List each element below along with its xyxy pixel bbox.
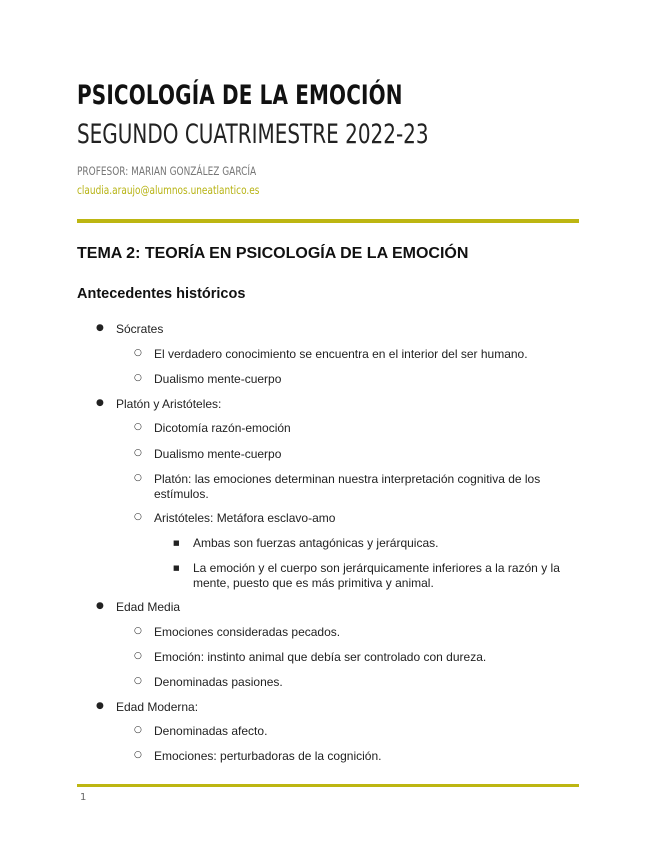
bullet-filled-circle-icon: ● — [96, 323, 104, 333]
list-item: La emoción y el cuerpo son jerárquicamente inferiores a la razón y la mente, puesto que es más primitiva y animal. — [193, 561, 560, 590]
bullet-hollow-circle-icon: ○ — [134, 448, 142, 458]
list-item: Ambas son fuerzas antagónicas y jerárquicas. — [193, 536, 439, 550]
section-heading: Antecedentes históricos — [77, 286, 246, 302]
list-item: El verdadero conocimiento se encuentra en el interior del ser humano. — [154, 347, 528, 361]
list-item: Emociones: perturbadoras de la cognición. — [154, 749, 382, 763]
list-item: Platón y Aristóteles: — [116, 397, 222, 411]
bullet-hollow-circle-icon: ○ — [134, 626, 142, 636]
bullet-hollow-circle-icon: ○ — [134, 422, 142, 432]
professor-line: PROFESOR: MARIAN GONZÁLEZ GARCÍA — [77, 164, 257, 178]
email-address[interactable]: claudia.araujo@alumnos.uneatlantico.es — [77, 183, 260, 197]
document-title: PSICOLOGÍA DE LA EMOCIÓN — [77, 80, 403, 111]
bullet-filled-circle-icon: ● — [96, 601, 104, 611]
list-item: Dualismo mente-cuerpo — [154, 372, 282, 386]
footer-divider — [77, 784, 579, 787]
document-subtitle: SEGUNDO CUATRIMESTRE 2022-23 — [77, 119, 429, 150]
list-item: Sócrates — [116, 322, 164, 336]
bullet-filled-circle-icon: ● — [96, 701, 104, 711]
bullet-hollow-circle-icon: ○ — [134, 473, 142, 483]
page-number: 1 — [80, 792, 87, 803]
list-item: Platón: las emociones determinan nuestra interpretación cognitiva de los estímulos. — [154, 472, 541, 501]
bullet-hollow-circle-icon: ○ — [134, 373, 142, 383]
bullet-filled-circle-icon: ● — [96, 398, 104, 408]
bullet-hollow-circle-icon: ○ — [134, 725, 142, 735]
list-item: Dicotomía razón-emoción — [154, 421, 291, 435]
list-item: Dualismo mente-cuerpo — [154, 447, 282, 461]
bullet-hollow-circle-icon: ○ — [134, 512, 142, 522]
list-item: Emociones consideradas pecados. — [154, 625, 341, 639]
bullet-hollow-circle-icon: ○ — [134, 651, 142, 661]
bullet-hollow-circle-icon: ○ — [134, 348, 142, 358]
list-item: Emoción: instinto animal que debía ser controlado con dureza. — [154, 650, 487, 664]
list-item: Aristóteles: Metáfora esclavo-amo — [154, 511, 336, 525]
list-item: Edad Media — [116, 600, 181, 614]
bullet-hollow-circle-icon: ○ — [134, 676, 142, 686]
bullet-hollow-circle-icon: ○ — [134, 750, 142, 760]
list-item: Denominadas afecto. — [154, 724, 268, 738]
header-divider — [77, 219, 579, 223]
list-item: Edad Moderna: — [116, 700, 199, 714]
topic-heading: TEMA 2: TEORÍA EN PSICOLOGÍA DE LA EMOCIÓN — [77, 245, 469, 262]
bullet-square-icon: ■ — [173, 539, 180, 547]
bullet-square-icon: ■ — [173, 564, 180, 572]
list-item: Denominadas pasiones. — [154, 675, 283, 689]
